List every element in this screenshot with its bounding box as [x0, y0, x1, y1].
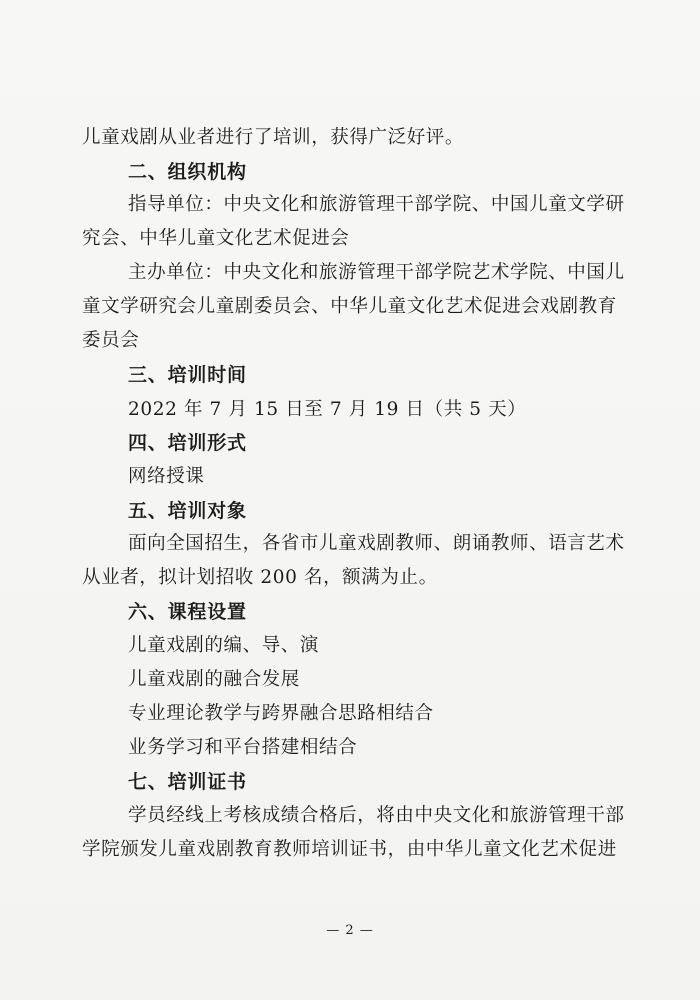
paragraph-line: 指导单位：中央文化和旅游管理干部学院、中国儿童文学研	[128, 194, 625, 215]
paragraph-line: 儿童戏剧从业者进行了培训，获得广泛好评。	[82, 127, 465, 148]
paragraph-line: 学院颁发儿童戏剧教育教师培训证书，由中华儿童文化艺术促进	[82, 839, 617, 860]
course-item: 儿童戏剧的融合发展	[128, 669, 300, 690]
paragraph-line: 面向全国招生，各省市儿童戏剧教师、朗诵教师、语言艺术	[128, 533, 625, 554]
paragraph-line: 主办单位：中央文化和旅游管理干部学院艺术学院、中国儿	[128, 262, 625, 283]
section-heading-organization: 二、组织机构	[128, 161, 247, 183]
paragraph-line: 究会、中华儿童文化艺术促进会	[82, 228, 350, 249]
paragraph-line: 委员会	[82, 330, 140, 351]
paragraph-line: 从业者，拟计划招收 200 名，额满为止。	[82, 567, 438, 588]
paragraph-line: 网络授课	[128, 466, 205, 487]
course-item: 专业理论教学与跨界融合思路相结合	[128, 703, 434, 724]
paragraph-line: 2022 年 7 月 15 日至 7 月 19 日（共 5 天）	[128, 399, 527, 420]
section-heading-audience: 五、培训对象	[128, 500, 247, 522]
course-item: 儿童戏剧的编、导、演	[128, 635, 320, 656]
page-number: — 2 —	[326, 923, 374, 938]
section-heading-certificate: 七、培训证书	[128, 771, 247, 793]
section-heading-format: 四、培训形式	[128, 432, 247, 454]
course-item: 业务学习和平台搭建相结合	[128, 737, 358, 758]
paragraph-line: 学员经线上考核成绩合格后，将由中央文化和旅游管理干部	[128, 805, 625, 826]
section-heading-courses: 六、课程设置	[128, 601, 247, 623]
paragraph-line: 童文学研究会儿童剧委员会、中华儿童文化艺术促进会戏剧教育	[82, 296, 617, 317]
section-heading-time: 三、培训时间	[128, 364, 247, 386]
